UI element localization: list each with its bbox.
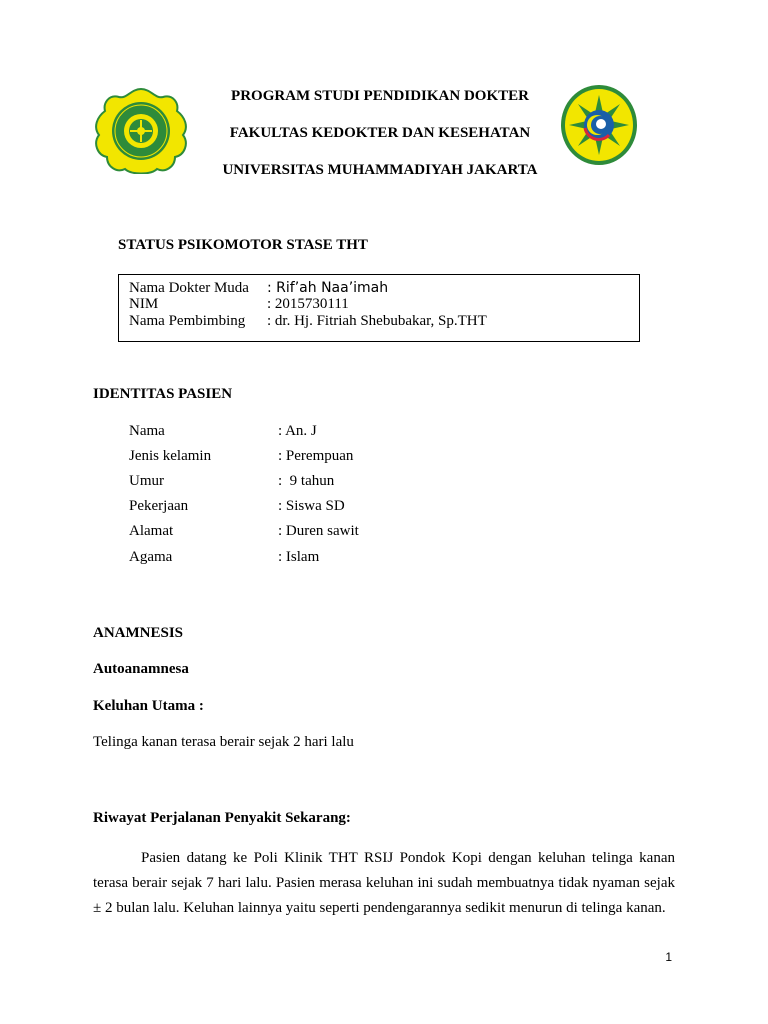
identity-value: : 9 tahun	[278, 473, 335, 489]
identity-label: Nama	[129, 423, 165, 439]
identitas-heading: IDENTITAS PASIEN	[93, 386, 233, 402]
identity-value: : An. J	[278, 423, 317, 439]
identity-label: Agama	[129, 549, 173, 565]
document-title: STATUS PSIKOMOTOR STASE THT	[118, 237, 368, 253]
identity-value: : Duren sawit	[278, 523, 359, 539]
anamnesis-heading: ANAMNESIS	[93, 625, 184, 641]
info-label: Nama Dokter Muda	[129, 280, 249, 296]
riwayat-text: Pasien datang ke Poli Klinik THT RSIJ Pondok Kopi dengan keluhan telinga kanan terasa berair sejak 7 hari lalu. Pasien merasa keluhan ini sudah membuatnya tidak nyaman sejak ± 2 bulan lalu. Keluhan lainnya yaitu seperti pendengarannya sedikit menurun di telinga kanan.	[93, 850, 675, 916]
university-seal-logo	[93, 88, 189, 174]
identity-label: Alamat	[129, 523, 174, 539]
keluhan-utama-text: Telinga kanan terasa berair sejak 2 hari lalu	[93, 734, 354, 750]
info-value: : 2015730111	[267, 296, 349, 312]
autoanamnesa-heading: Autoanamnesa	[93, 661, 189, 677]
keluhan-utama-heading: Keluhan Utama :	[93, 698, 204, 714]
info-label: NIM	[129, 296, 159, 312]
faculty-title: FAKULTAS KEDOKTER DAN KESEHATAN	[229, 125, 531, 141]
identity-value: : Islam	[278, 549, 320, 565]
riwayat-paragraph	[93, 846, 675, 921]
identity-label: Pekerjaan	[129, 498, 189, 514]
identity-value: : Perempuan	[278, 448, 354, 464]
identity-value: : Siswa SD	[278, 498, 345, 514]
info-value: : Rif’ah Naa’imah	[267, 280, 389, 296]
university-title: UNIVERSITAS MUHAMMADIYAH JAKARTA	[222, 162, 538, 178]
program-title: PROGRAM STUDI PENDIDIKAN DOKTER	[231, 88, 529, 104]
info-label: Nama Pembimbing	[129, 313, 246, 329]
student-info-box	[118, 274, 640, 342]
riwayat-heading: Riwayat Perjalanan Penyakit Sekarang:	[93, 810, 351, 826]
identity-label: Jenis kelamin	[129, 448, 212, 464]
page-number: 1	[665, 950, 672, 964]
identity-label: Umur	[129, 473, 164, 489]
info-value: : dr. Hj. Fitriah Shebubakar, Sp.THT	[267, 313, 487, 329]
